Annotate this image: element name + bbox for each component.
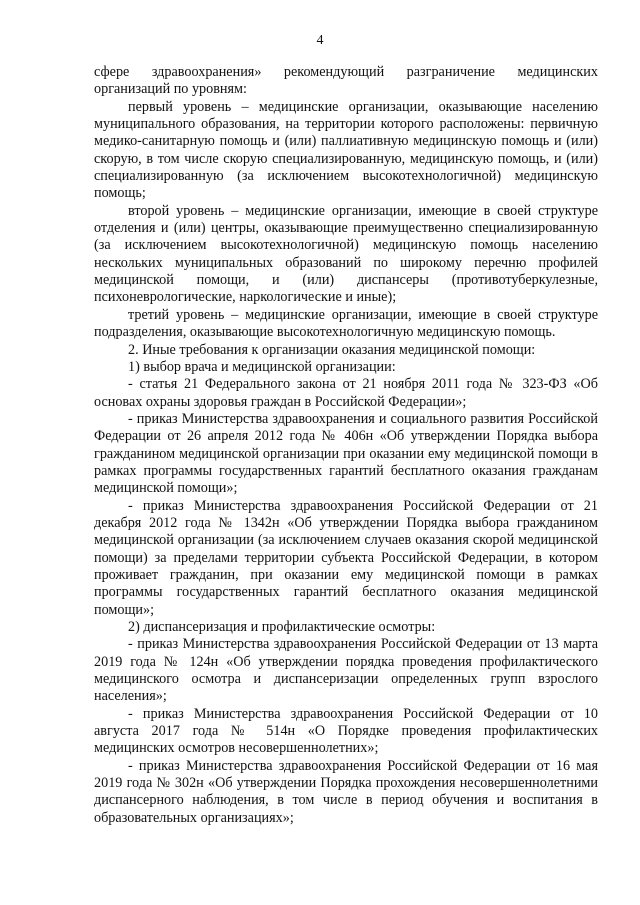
list-item-order-514n: - приказ Министерства здравоохранения Российской Федерации от 10 августа 2017 года № 514н «О Порядке проведения профилактических медицинских осмотров несовершеннолетних»; xyxy=(94,705,598,757)
paragraph-continuation: сфере здравоохранения» рекомендующий разграничение медицинских организаций по уровням: xyxy=(94,64,598,98)
subheading-dispensarization: 2) диспансеризация и профилактические осмотры: xyxy=(128,619,436,635)
page-number: 4 xyxy=(316,33,324,48)
subheading-choice-of-doctor: 1) выбор врача и медицинской организации: xyxy=(128,358,396,375)
section-heading-other-requirements: 2. Иные требования к организации оказания медицинской помощи: xyxy=(128,341,536,358)
document-body xyxy=(94,64,598,827)
paragraph-level-one: первый уровень – медицинские организации, оказывающие населению муниципального образования, на территории которого расположены: первичную медико-санитарную помощь и (или) паллиативную медицинскую помощь и (или) скорую, в том числе скорую специализированную, медицинскую помощь, и (или) специализированную (за исключением высокотехнологичной) медицинскую помощь; xyxy=(94,98,598,202)
list-item-order-302n: - приказ Министерства здравоохранения Российской Федерации от 16 мая 2019 года № 302н «Об утверждении Порядка прохождения несовершеннолетними диспансерного наблюдения, в том числе в период обучения и воспитания в образовательных организациях»; xyxy=(94,757,598,826)
paragraph-level-three: третий уровень – медицинские организации, имеющие в своей структуре подразделения, оказывающие высокотехнологичную медицинскую помощь. xyxy=(94,306,598,341)
list-item-order-1342n: - приказ Министерства здравоохранения Российской Федерации от 21 декабря 2012 года № 1342н «Об утверждении Порядка выбора гражданином медицинской организации (за исключением случаев оказания скорой медицинской помощи) за пределами территории субъекта Российской Федерации, в котором проживает гражданин, при оказании ему медицинской помощи в рамках программы государственных гарантий бесплатного оказания медицинской помощи»; xyxy=(94,497,598,618)
list-item-federal-law: - статья 21 Федерального закона от 21 ноября 2011 года № 323-ФЗ «Об основах охраны здоровья граждан в Российской Федерации»; xyxy=(94,376,598,410)
list-item-order-406n: - приказ Министерства здравоохранения и социального развития Российской Федерации от 26 апреля 2012 года № 406н «Об утверждении Порядка выбора гражданином медицинской организации при оказании ему медицинской помощи в рамках программы государственных гарантий бесплатного оказания гражданам медицинской помощи»; xyxy=(94,410,598,497)
list-item-order-124n: - приказ Министерства здравоохранения Российской Федерации от 13 марта 2019 года № 124н «Об утверждении порядка проведения профилактического медицинского осмотра и диспансеризации определенных групп взрослого населения»; xyxy=(94,636,598,705)
paragraph-level-two: второй уровень – медицинские организации, имеющие в своей структуре отделения и (или) центры, оказывающие преимущественно специализированную (за исключением высокотехнологичной) медицинскую помощь населению нескольких муниципальных образований по широкому перечню профилей медицинской помощи, и (или) диспансеры (противотуберкулезные, психоневрологические, наркологические и иные); xyxy=(94,202,598,306)
